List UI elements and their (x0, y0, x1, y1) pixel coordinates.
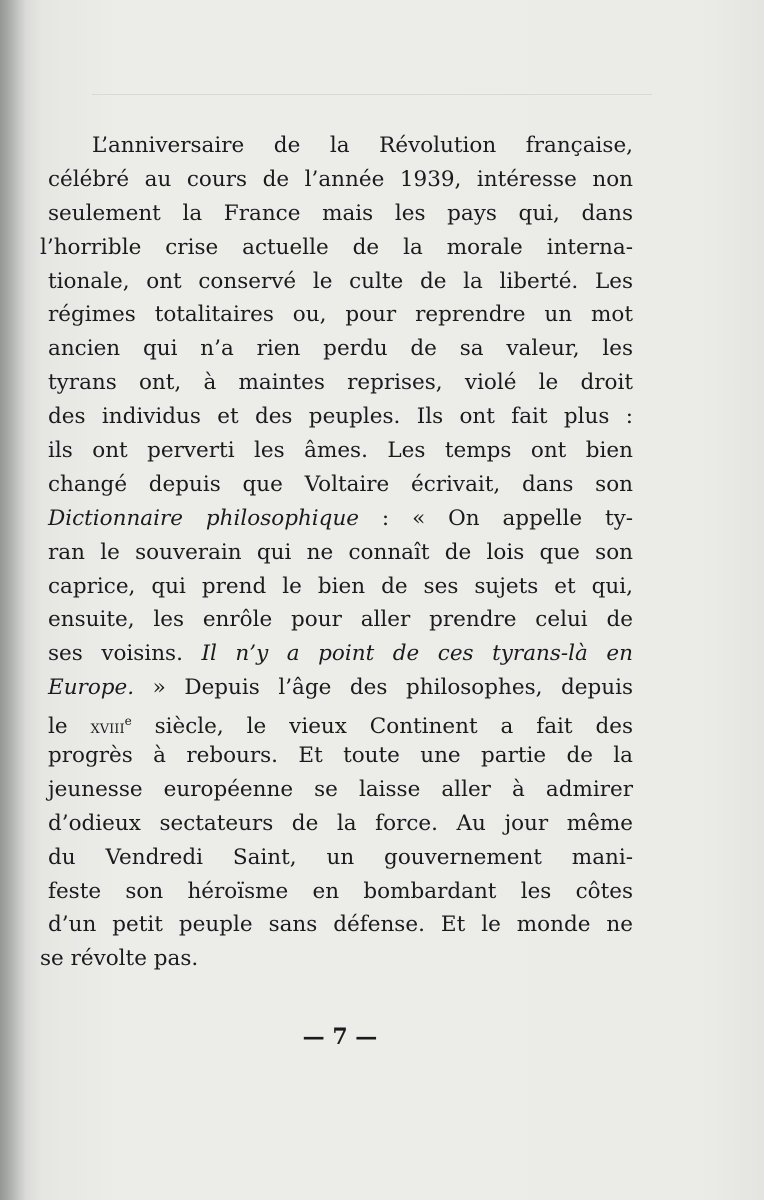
show-through-rule (92, 94, 652, 95)
text-line: L’anniversaire de la Révolution française, (92, 133, 633, 158)
century-superscript: e (124, 714, 132, 729)
text-line: d’un petit peuple sans défense. Et le monde ne (48, 912, 633, 938)
text-line: ran le souverain qui ne connaît de lois que son (48, 539, 633, 565)
text-line: l’horrible crise actuelle de la morale interna- (40, 234, 633, 260)
text-segment: : « On appelle ty- (359, 505, 633, 531)
text-line: d’odieux sectateurs de la force. Au jour même (48, 810, 633, 836)
text-line: régimes totalitaires ou, pour reprendre un mot (48, 302, 633, 328)
text-line: des individus et des peuples. Ils ont fait plus : (48, 404, 633, 430)
page-number: — 7 — (302, 1024, 378, 1050)
text-line: célébré au cours de l’année 1939, intéresse non (48, 166, 633, 192)
text-segment: » Depuis l’âge des philosophes, depuis (134, 675, 633, 701)
text-line (40, 502, 633, 536)
text-line (40, 705, 633, 739)
text-line: ils ont perverti les âmes. Les temps ont bien (48, 438, 633, 464)
book-title: Dictionnaire philosophique (48, 505, 360, 531)
text-line: caprice, qui prend le bien de ses sujets et qui, (48, 573, 633, 599)
text-segment: siècle, le vieux Continent a fait des (131, 714, 634, 740)
text-line: progrès à rebours. Et toute une partie de la (48, 743, 633, 769)
text-segment: le (48, 714, 91, 740)
text-line: ensuite, les enrôle pour aller prendre celui de (48, 607, 633, 633)
text-line: seulement la France mais les pays qui, dans (48, 200, 633, 226)
text-line: ancien qui n’a rien perdu de sa valeur, les (48, 336, 633, 362)
text-line: changé depuis que Voltaire écrivait, dans son (48, 471, 633, 497)
body-text (40, 129, 633, 976)
quote-italic: Il n’y a point de ces tyrans-là en (201, 641, 633, 667)
text-line: tyrans ont, à maintes reprises, violé le droit (48, 370, 633, 396)
text-line: du Vendredi Saint, un gouvernement mani- (48, 844, 633, 870)
text-line: feste son héroïsme en bombardant les côtes (48, 878, 633, 904)
text-segment: ses voisins. (48, 641, 202, 667)
text-line: se révolte pas. (40, 946, 199, 972)
quote-italic: Europe. (48, 675, 135, 701)
spine-shadow (0, 0, 26, 1200)
text-line (40, 637, 633, 671)
text-line (40, 671, 633, 705)
text-line: tionale, ont conservé le culte de la liberté. Les (48, 268, 633, 294)
text-line: jeunesse européenne se laisse aller à admirer (48, 776, 633, 802)
century-numeral: xviii (90, 716, 125, 739)
